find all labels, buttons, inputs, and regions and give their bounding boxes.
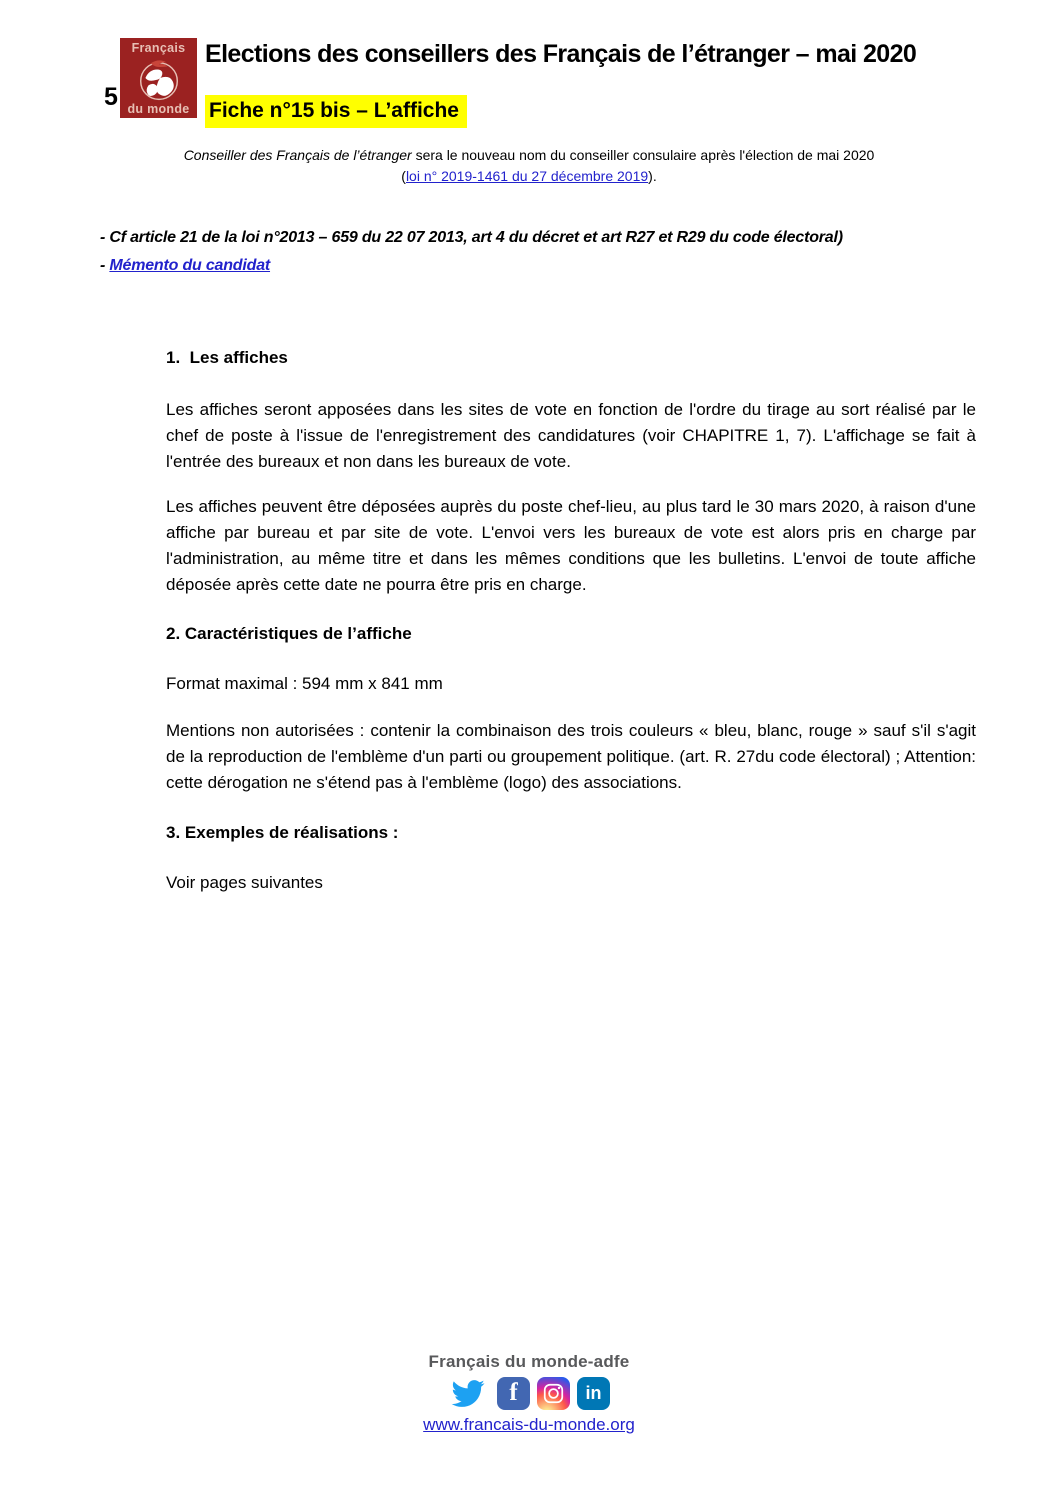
footer <box>0 1352 1058 1435</box>
note-italic-part: Conseiller des Français de l’étranger <box>183 147 412 163</box>
note-link-prefix: ( <box>401 168 406 184</box>
reference-dash: - <box>100 257 110 274</box>
section-2-paragraph: Mentions non autorisées : contenir la combinaison des trois couleurs « bleu, blanc, rouge » sauf s'il s'agit de la reproduction de l'emblème d'un parti ou groupement politique. (art. R. 27du code électoral) ; Attention: cette dérogation ne s'étend pas à l'emblème (logo) des associations. <box>166 721 976 792</box>
fiche-highlighted-subtitle: Fiche n°15 bis – L’affiche <box>205 95 467 128</box>
section-1-heading: 1. Les affiches <box>166 348 288 367</box>
facebook-glyph: f <box>509 1379 518 1406</box>
reference-line: - Cf article 21 de la loi n°2013 – 659 du 22 07 2013, art 4 du décret et art R27 et R29 du code électoral) <box>100 229 843 246</box>
facebook-icon[interactable] <box>497 1377 530 1410</box>
note-link-suffix: ). <box>648 168 657 184</box>
main-content <box>166 345 976 896</box>
voir-pages-line: Voir pages suivantes <box>166 873 323 892</box>
linkedin-icon[interactable] <box>577 1377 610 1410</box>
instagram-icon[interactable] <box>537 1377 570 1410</box>
social-icons-row <box>0 1375 1058 1411</box>
section-2-heading: 2. Caractéristiques de l’affiche <box>166 624 412 643</box>
document-title: Elections des conseillers des Français de l’étranger – mai 2020 <box>205 40 917 68</box>
format-line: Format maximal : 594 mm x 841 mm <box>166 674 443 693</box>
linkedin-glyph: in <box>585 1382 602 1403</box>
memento-link[interactable]: Mémento du candidat <box>109 257 271 274</box>
page-number: 5 <box>104 83 118 111</box>
logo-text-top: Français <box>131 41 186 55</box>
section-1-paragraph-2: Les affiches peuvent être déposées auprès du poste chef-lieu, au plus tard le 30 mars 2020, à raison d'une affiche par bureau et par site de vote. L'envoi vers les bureaux de vote est alors pris en charge par l'administration, au même titre et dans les mêmes conditions que les bulletins. L'envoi de toute affiche déposée après cette date ne pourra être pris en charge. <box>166 497 976 594</box>
header-note <box>0 145 1058 187</box>
website-link[interactable]: www.francais-du-monde.org <box>423 1415 635 1434</box>
twitter-icon[interactable] <box>448 1376 490 1410</box>
footer-org-name: Français du monde-adfe <box>428 1352 630 1371</box>
section-1-paragraph-1: Les affiches seront apposées dans les sites de vote en fonction de l'ordre du tirage au sort réalisé par le chef de poste à l'issue de l'enregistrement des candidatures (voir CHAPITRE 1, 7). L'affichage se fait à l'entrée des bureaux et non dans les bureaux de vote. <box>166 400 976 471</box>
references-block <box>100 224 843 280</box>
francais-du-monde-logo <box>120 38 197 118</box>
globe-icon <box>136 56 182 102</box>
note-regular-part: sera le nouveau nom du conseiller consulaire après l'élection de mai 2020 <box>411 147 875 163</box>
loi-link[interactable]: loi n° 2019-1461 du 27 décembre 2019 <box>405 168 649 184</box>
section-3-heading: 3. Exemples de réalisations : <box>166 823 399 842</box>
logo-text-bottom: du monde <box>127 101 190 116</box>
